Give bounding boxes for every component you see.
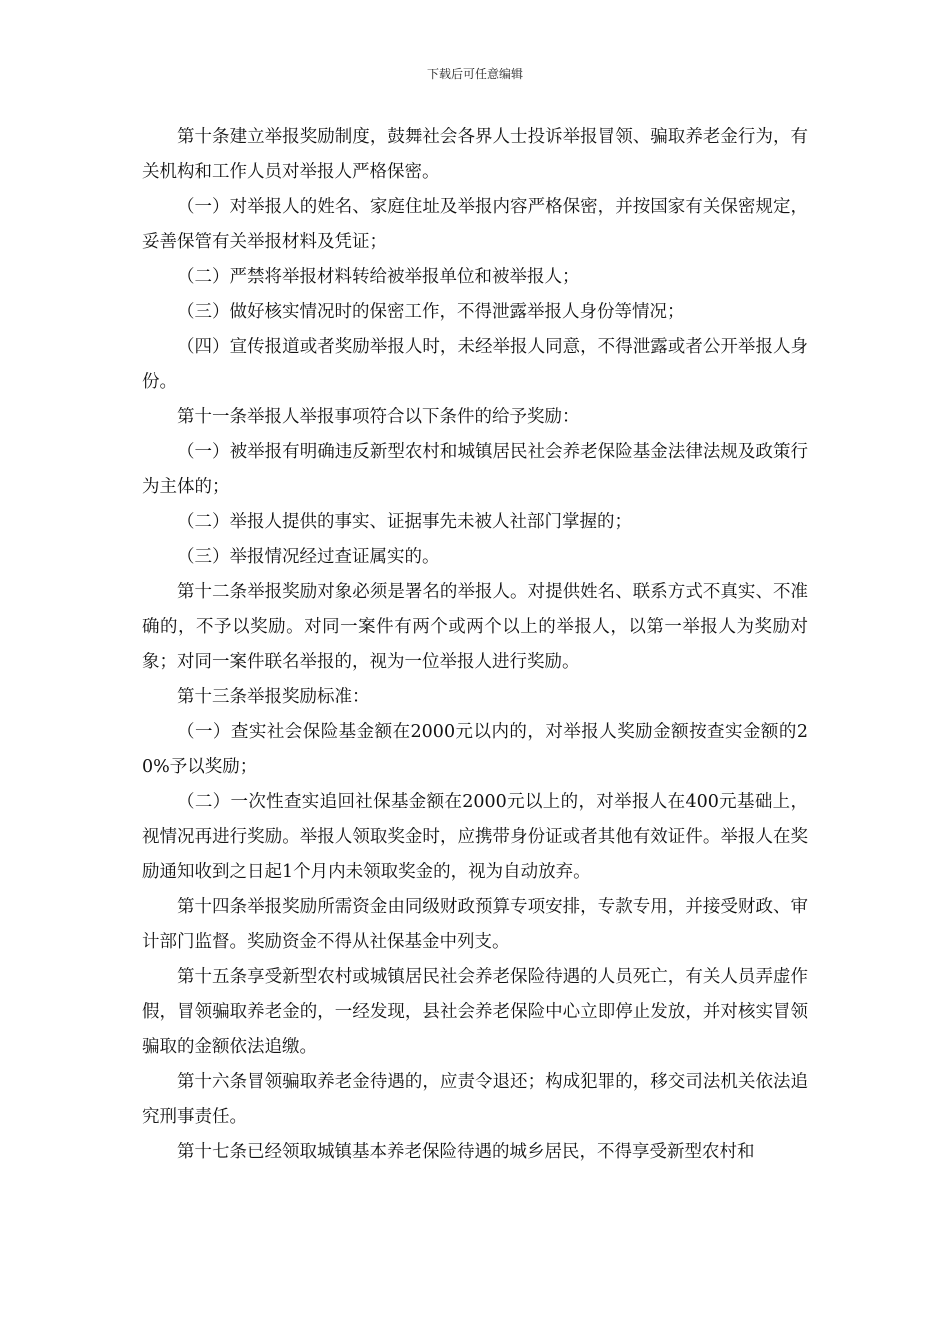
paragraph: （一）查实社会保险基金额在2000元以内的，对举报人奖励金额按查实金额的20%予以奖励； <box>142 722 808 777</box>
paragraph: （二）举报人提供的事实、证据事先未被人社部门掌握的； <box>177 512 632 532</box>
paragraph: 第十五条享受新型农村或城镇居民社会养老保险待遇的人员死亡，有关人员弄虚作假，冒领骗取养老金的，一经发现，县社会养老保险中心立即停止发放，并对核实冒领骗取的金额依法追缴。 <box>142 967 808 1057</box>
paragraph: 第十四条举报奖励所需资金由同级财政预算专项安排，专款专用，并接受财政、审计部门监督。奖励资金不得从社保基金中列支。 <box>142 897 808 952</box>
paragraph: 第十三条举报奖励标准： <box>177 687 370 707</box>
paragraph: 第十六条冒领骗取养老金待遇的，应责令退还；构成犯罪的，移交司法机关依法追究刑事责任。 <box>142 1072 808 1127</box>
paragraph: （二）一次性查实追回社保基金额在2000元以上的，对举报人在400元基础上，视情况再进行奖励。举报人领取奖金时，应携带身份证或者其他有效证件。举报人在奖励通知收到之日起1个月内未领取奖金的，视为自动放弃。 <box>142 792 808 882</box>
paragraph: 第十七条已经领取城镇基本养老保险待遇的城乡居民，不得享受新型农村和 <box>177 1142 755 1162</box>
page-header: 下载后可任意编辑 <box>426 67 523 81</box>
paragraph: （一）被举报有明确违反新型农村和城镇居民社会养老保险基金法律法规及政策行为主体的； <box>142 442 808 497</box>
paragraph: 第十一条举报人举报事项符合以下条件的给予奖励： <box>177 407 580 427</box>
paragraph: 第十条建立举报奖励制度，鼓舞社会各界人士投诉举报冒领、骗取养老金行为，有关机构和工作人员对举报人严格保密。 <box>142 127 808 182</box>
paragraph: （三）做好核实情况时的保密工作，不得泄露举报人身份等情况； <box>177 302 685 322</box>
paragraph: （三）举报情况经过查证属实的。 <box>177 547 440 567</box>
paragraph: 第十二条举报奖励对象必须是署名的举报人。对提供姓名、联系方式不真实、不准确的，不予以奖励。对同一案件有两个或两个以上的举报人，以第一举报人为奖励对象；对同一案件联名举报的，视为一位举报人进行奖励。 <box>142 582 808 672</box>
paragraph: （二）严禁将举报材料转给被举报单位和被举报人； <box>177 267 580 287</box>
document-body <box>142 120 808 1170</box>
paragraph: （一）对举报人的姓名、家庭住址及举报内容严格保密，并按国家有关保密规定，妥善保管有关举报材料及凭证； <box>142 197 808 252</box>
paragraph: （四）宣传报道或者奖励举报人时，未经举报人同意，不得泄露或者公开举报人身份。 <box>142 337 808 392</box>
